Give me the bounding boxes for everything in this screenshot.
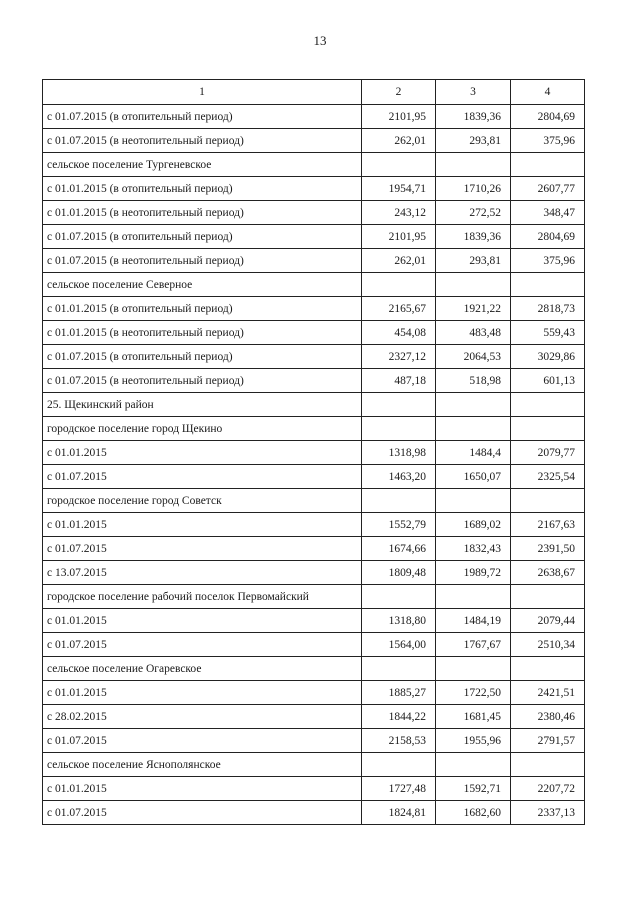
table-row (43, 201, 585, 225)
value-col-3: 1650,07 (436, 465, 511, 489)
value-col-4 (511, 393, 585, 417)
row-label: с 01.07.2015 (43, 465, 362, 489)
value-col-2: 1318,98 (362, 441, 436, 465)
table-row (43, 705, 585, 729)
row-label: с 01.07.2015 (43, 729, 362, 753)
value-col-4: 2607,77 (511, 177, 585, 201)
value-col-3: 518,98 (436, 369, 511, 393)
value-col-2: 1844,22 (362, 705, 436, 729)
value-col-2 (362, 417, 436, 441)
column-header-1: 1 (43, 80, 362, 105)
row-label: с 01.01.2015 (в отопительный период) (43, 297, 362, 321)
row-label: с 13.07.2015 (43, 561, 362, 585)
value-col-3: 1767,67 (436, 633, 511, 657)
value-col-2 (362, 273, 436, 297)
value-col-3: 2064,53 (436, 345, 511, 369)
table-row (43, 297, 585, 321)
table-row (43, 801, 585, 825)
value-col-3: 272,52 (436, 201, 511, 225)
column-header-4: 4 (511, 80, 585, 105)
table-row (43, 465, 585, 489)
value-col-3: 293,81 (436, 249, 511, 273)
value-col-2 (362, 753, 436, 777)
table-row (43, 753, 585, 777)
value-col-3: 1592,71 (436, 777, 511, 801)
row-label: с 01.01.2015 (в отопительный период) (43, 177, 362, 201)
table-row (43, 729, 585, 753)
table-row (43, 249, 585, 273)
value-col-3: 1955,96 (436, 729, 511, 753)
row-label: с 01.07.2015 (в неотопительный период) (43, 129, 362, 153)
table-header (43, 80, 585, 105)
value-col-2: 262,01 (362, 249, 436, 273)
table-row (43, 417, 585, 441)
table-row (43, 489, 585, 513)
row-label: сельское поселение Яснополянское (43, 753, 362, 777)
value-col-4: 2510,34 (511, 633, 585, 657)
row-label: с 01.01.2015 (в неотопительный период) (43, 321, 362, 345)
value-col-2: 1318,80 (362, 609, 436, 633)
value-col-3: 1484,19 (436, 609, 511, 633)
table-row (43, 105, 585, 129)
value-col-4: 348,47 (511, 201, 585, 225)
value-col-2: 1552,79 (362, 513, 436, 537)
value-col-4 (511, 753, 585, 777)
value-col-4: 2167,63 (511, 513, 585, 537)
value-col-4: 3029,86 (511, 345, 585, 369)
table-row (43, 177, 585, 201)
value-col-3: 1681,45 (436, 705, 511, 729)
row-label: с 01.07.2015 (в неотопительный период) (43, 369, 362, 393)
row-label: с 01.07.2015 (в отопительный период) (43, 105, 362, 129)
value-col-4: 2079,44 (511, 609, 585, 633)
value-col-2 (362, 153, 436, 177)
value-col-3: 1484,4 (436, 441, 511, 465)
value-col-3: 1710,26 (436, 177, 511, 201)
tariff-table (42, 79, 585, 825)
value-col-4: 2079,77 (511, 441, 585, 465)
row-label: с 01.07.2015 (43, 801, 362, 825)
value-col-3 (436, 417, 511, 441)
table-row (43, 369, 585, 393)
value-col-3: 483,48 (436, 321, 511, 345)
value-col-2: 1564,00 (362, 633, 436, 657)
value-col-3: 293,81 (436, 129, 511, 153)
value-col-4 (511, 153, 585, 177)
header-row (43, 80, 585, 105)
table-row (43, 153, 585, 177)
value-col-3: 1839,36 (436, 225, 511, 249)
table-row (43, 681, 585, 705)
row-label: 25. Щекинский район (43, 393, 362, 417)
value-col-3: 1689,02 (436, 513, 511, 537)
table-row (43, 513, 585, 537)
value-col-4: 375,96 (511, 249, 585, 273)
table-row (43, 633, 585, 657)
value-col-2 (362, 585, 436, 609)
table-row (43, 321, 585, 345)
table-row (43, 273, 585, 297)
value-col-2: 487,18 (362, 369, 436, 393)
value-col-3: 1921,22 (436, 297, 511, 321)
value-col-3: 1989,72 (436, 561, 511, 585)
table-row (43, 777, 585, 801)
value-col-4 (511, 585, 585, 609)
value-col-4: 2791,57 (511, 729, 585, 753)
row-label: с 01.07.2015 (43, 633, 362, 657)
page-number: 13 (313, 33, 327, 48)
row-label: городское поселение город Советск (43, 489, 362, 513)
value-col-2: 454,08 (362, 321, 436, 345)
value-col-4: 2421,51 (511, 681, 585, 705)
value-col-2: 262,01 (362, 129, 436, 153)
row-label: с 01.07.2015 (в отопительный период) (43, 345, 362, 369)
value-col-2: 1727,48 (362, 777, 436, 801)
value-col-3: 1832,43 (436, 537, 511, 561)
row-label: сельское поселение Огаревское (43, 657, 362, 681)
column-header-2: 2 (362, 80, 436, 105)
row-label: городское поселение город Щекино (43, 417, 362, 441)
value-col-3 (436, 657, 511, 681)
column-header-3: 3 (436, 80, 511, 105)
value-col-4: 2207,72 (511, 777, 585, 801)
value-col-4: 2380,46 (511, 705, 585, 729)
value-col-2 (362, 393, 436, 417)
value-col-4 (511, 273, 585, 297)
value-col-2 (362, 489, 436, 513)
value-col-3: 1839,36 (436, 105, 511, 129)
table-row (43, 441, 585, 465)
row-label: сельское поселение Тургеневское (43, 153, 362, 177)
row-label: с 01.07.2015 (в отопительный период) (43, 225, 362, 249)
value-col-4: 601,13 (511, 369, 585, 393)
value-col-4 (511, 489, 585, 513)
value-col-2: 1809,48 (362, 561, 436, 585)
table-body (43, 105, 585, 825)
value-col-4: 2818,73 (511, 297, 585, 321)
value-col-3 (436, 753, 511, 777)
row-label: с 01.01.2015 (43, 777, 362, 801)
row-label: с 01.01.2015 (в неотопительный период) (43, 201, 362, 225)
value-col-4 (511, 657, 585, 681)
table-row (43, 225, 585, 249)
row-label: с 01.01.2015 (43, 609, 362, 633)
table-row (43, 657, 585, 681)
value-col-2: 1885,27 (362, 681, 436, 705)
value-col-4: 559,43 (511, 321, 585, 345)
value-col-2: 1463,20 (362, 465, 436, 489)
table-row (43, 345, 585, 369)
row-label: с 01.07.2015 (в неотопительный период) (43, 249, 362, 273)
value-col-3 (436, 489, 511, 513)
table-row (43, 609, 585, 633)
value-col-2: 1824,81 (362, 801, 436, 825)
value-col-2: 2101,95 (362, 225, 436, 249)
value-col-4: 375,96 (511, 129, 585, 153)
value-col-3 (436, 153, 511, 177)
value-col-3: 1722,50 (436, 681, 511, 705)
table-row (43, 561, 585, 585)
row-label: с 01.01.2015 (43, 513, 362, 537)
table-row (43, 393, 585, 417)
value-col-2: 2165,67 (362, 297, 436, 321)
value-col-4: 2638,67 (511, 561, 585, 585)
row-label: с 01.07.2015 (43, 537, 362, 561)
value-col-4: 2804,69 (511, 105, 585, 129)
row-label: с 01.01.2015 (43, 681, 362, 705)
value-col-2: 2327,12 (362, 345, 436, 369)
value-col-3: 1682,60 (436, 801, 511, 825)
row-label: городское поселение рабочий поселок Первомайский (43, 585, 362, 609)
table-row (43, 585, 585, 609)
row-label: с 01.01.2015 (43, 441, 362, 465)
value-col-2: 2158,53 (362, 729, 436, 753)
value-col-2: 2101,95 (362, 105, 436, 129)
row-label: с 28.02.2015 (43, 705, 362, 729)
value-col-4: 2804,69 (511, 225, 585, 249)
value-col-4 (511, 417, 585, 441)
value-col-2 (362, 657, 436, 681)
value-col-4: 2391,50 (511, 537, 585, 561)
value-col-3 (436, 393, 511, 417)
value-col-3 (436, 273, 511, 297)
table-row (43, 129, 585, 153)
table-row (43, 537, 585, 561)
value-col-2: 1954,71 (362, 177, 436, 201)
value-col-4: 2325,54 (511, 465, 585, 489)
value-col-3 (436, 585, 511, 609)
row-label: сельское поселение Северное (43, 273, 362, 297)
value-col-4: 2337,13 (511, 801, 585, 825)
value-col-2: 1674,66 (362, 537, 436, 561)
value-col-2: 243,12 (362, 201, 436, 225)
